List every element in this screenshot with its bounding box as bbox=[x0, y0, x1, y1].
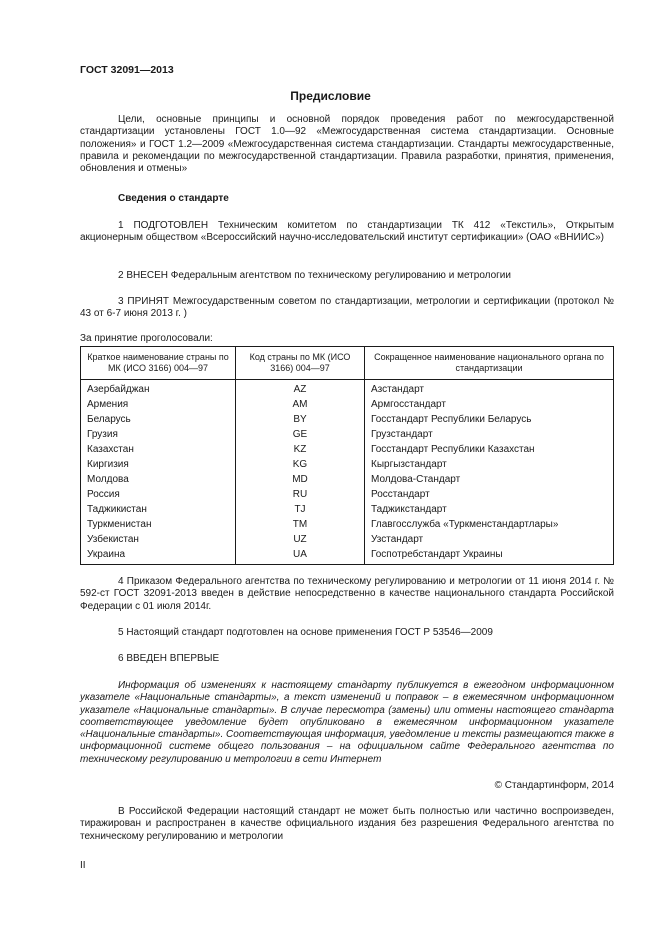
item-1-paragraph: 1 ПОДГОТОВЛЕН Техническим комитетом по стандартизации ТК 412 «Текстиль», Открытым акционерным обществом «Всероссийский научно-исследовательский институт сертификации» (ОАО «ВНИИС») bbox=[80, 220, 614, 244]
page-title: Предисловие bbox=[290, 89, 371, 103]
table-row bbox=[81, 517, 614, 532]
notice-paragraph: Информация об изменениях к настоящему стандарту публикуется в ежегодном информационном указателе «Национальные стандарты», а текст изменений и поправок – в ежемесячном информационном указателе «Национальные стандарты». В случае пересмотра (замены) или отмены настоящего стандарта соответствующее уведомление будет опубликовано в ежемесячном информационном указателе «Национальные стандарты». Соответствующая информация, уведомление и тексты размещаются также в информационной системе общего пользования – на официальном сайте Федерального агентства по техническому регулированию и метрологии в сети Интернет bbox=[80, 680, 614, 765]
body-cell: Госстандарт Республики Казахстан bbox=[365, 442, 614, 457]
table-header-row bbox=[81, 347, 614, 380]
body-cell: Армгосстандарт bbox=[365, 397, 614, 412]
item-4-paragraph: 4 Приказом Федерального агентства по техническому регулированию и метрологии от 11 июня 2014 г. № 592-ст ГОСТ 32091-2013 введен в действие непосредственно в качестве национального стандарта Российской Федерации с 01 июля 2014г. bbox=[80, 576, 614, 612]
body-cell: Госпотребстандарт Украины bbox=[365, 547, 614, 565]
body-cell: Грузстандарт bbox=[365, 427, 614, 442]
column-header-code: Код страны по МК (ИСО 3166) 004—97 bbox=[236, 347, 365, 380]
country-cell: Киргизия bbox=[81, 457, 236, 472]
country-cell: Узбекистан bbox=[81, 532, 236, 547]
country-cell: Армения bbox=[81, 397, 236, 412]
country-cell: Грузия bbox=[81, 427, 236, 442]
table-row bbox=[81, 502, 614, 517]
code-cell: GE bbox=[236, 427, 365, 442]
item-2-paragraph: 2 ВНЕСЕН Федеральным агентством по техническому регулированию и метрологии bbox=[118, 270, 511, 281]
table-row bbox=[81, 427, 614, 442]
table-row bbox=[81, 457, 614, 472]
document-header: ГОСТ 32091—2013 bbox=[80, 64, 174, 76]
body-cell: Узстандарт bbox=[365, 532, 614, 547]
code-cell: AM bbox=[236, 397, 365, 412]
country-cell: Беларусь bbox=[81, 412, 236, 427]
table-row bbox=[81, 487, 614, 502]
intro-paragraph: Цели, основные принципы и основной порядок проведения работ по межгосударственной стандартизации установлены ГОСТ 1.0—92 «Межгосударственная система стандартизации. Основные положения» и ГОСТ 1.2—2009 «Межгосударственная система стандартизации. Стандарты межгосударственные, правила и рекомендации по межгосударственной стандартизации. Правила разработки, принятия, применения, обновления и отмены» bbox=[80, 114, 614, 175]
section-subheading: Сведения о стандарте bbox=[118, 193, 229, 204]
voting-label: За принятие проголосовали: bbox=[80, 333, 213, 344]
body-cell: Госстандарт Республики Беларусь bbox=[365, 412, 614, 427]
table-row bbox=[81, 547, 614, 565]
country-cell: Туркменистан bbox=[81, 517, 236, 532]
item-3-paragraph: 3 ПРИНЯТ Межгосударственным советом по стандартизации, метрологии и сертификации (протокол № 43 от 6-7 июня 2013 г. ) bbox=[80, 296, 614, 320]
country-cell: Молдова bbox=[81, 472, 236, 487]
code-cell: RU bbox=[236, 487, 365, 502]
body-cell: Молдова-Стандарт bbox=[365, 472, 614, 487]
item-5-paragraph: 5 Настоящий стандарт подготовлен на основе применения ГОСТ Р 53546—2009 bbox=[118, 627, 493, 638]
voting-table bbox=[80, 346, 614, 565]
code-cell: KG bbox=[236, 457, 365, 472]
rights-paragraph: В Российской Федерации настоящий стандарт не может быть полностью или частично воспроизведен, тиражирован и распространен в качестве официального издания без разрешения Федерального агентства по техническому регулированию и метрологии bbox=[80, 806, 614, 842]
code-cell: BY bbox=[236, 412, 365, 427]
code-cell: UA bbox=[236, 547, 365, 565]
column-header-country: Краткое наименование страны по МК (ИСО 3166) 004—97 bbox=[81, 347, 236, 380]
code-cell: KZ bbox=[236, 442, 365, 457]
code-cell: TJ bbox=[236, 502, 365, 517]
item-6-paragraph: 6 ВВЕДЕН ВПЕРВЫЕ bbox=[118, 653, 220, 664]
page-number: II bbox=[80, 860, 86, 871]
copyright-line: © Стандартинформ, 2014 bbox=[494, 780, 614, 791]
country-cell: Россия bbox=[81, 487, 236, 502]
body-cell: Росстандарт bbox=[365, 487, 614, 502]
column-header-body: Сокращенное наименование национального органа по стандартизации bbox=[365, 347, 614, 380]
code-cell: AZ bbox=[236, 380, 365, 398]
body-cell: Таджикстандарт bbox=[365, 502, 614, 517]
country-cell: Азербайджан bbox=[81, 380, 236, 398]
table-row bbox=[81, 472, 614, 487]
table-row bbox=[81, 412, 614, 427]
country-cell: Украина bbox=[81, 547, 236, 565]
code-cell: TM bbox=[236, 517, 365, 532]
code-cell: UZ bbox=[236, 532, 365, 547]
table-row bbox=[81, 397, 614, 412]
body-cell: Азстандарт bbox=[365, 380, 614, 398]
table-row bbox=[81, 380, 614, 398]
table-row bbox=[81, 442, 614, 457]
country-cell: Казахстан bbox=[81, 442, 236, 457]
body-cell: Главгосслужба «Туркменстандартлары» bbox=[365, 517, 614, 532]
code-cell: MD bbox=[236, 472, 365, 487]
table-row bbox=[81, 532, 614, 547]
country-cell: Таджикистан bbox=[81, 502, 236, 517]
body-cell: Кыргызстандарт bbox=[365, 457, 614, 472]
